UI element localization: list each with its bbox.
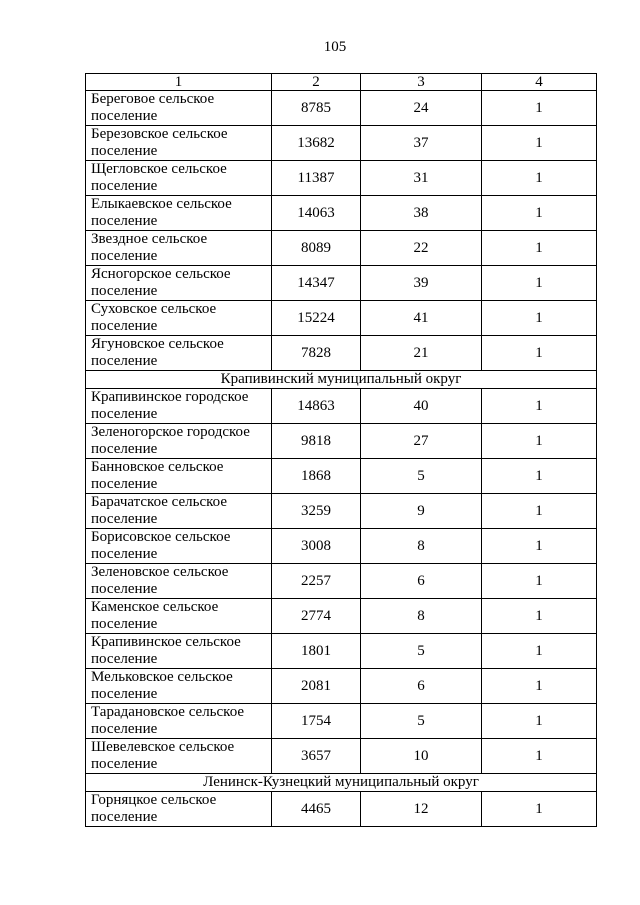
col-2-cell: 1754 — [272, 704, 361, 739]
col-2-cell: 7828 — [272, 336, 361, 371]
settlement-name: Горняцкое сельское поселение — [86, 792, 272, 827]
col-3-cell: 8 — [361, 599, 482, 634]
col-3-cell: 10 — [361, 739, 482, 774]
col-4-cell: 1 — [482, 704, 597, 739]
col-4-cell: 1 — [482, 301, 597, 336]
col-3-cell: 41 — [361, 301, 482, 336]
header-cell-1: 1 — [86, 74, 272, 91]
settlement-name: Мельковское сельское поселение — [86, 669, 272, 704]
settlement-name: Щегловское сельское поселение — [86, 161, 272, 196]
header-row — [86, 74, 597, 91]
section-row — [86, 774, 597, 792]
header-cell-3: 3 — [361, 74, 482, 91]
col-3-cell: 40 — [361, 389, 482, 424]
col-3-cell: 31 — [361, 161, 482, 196]
section-title: Крапивинский муниципальный округ — [86, 371, 597, 389]
col-2-cell: 4465 — [272, 792, 361, 827]
col-2-cell: 14863 — [272, 389, 361, 424]
col-4-cell: 1 — [482, 126, 597, 161]
col-4-cell: 1 — [482, 336, 597, 371]
table-row — [86, 494, 597, 529]
col-3-cell: 39 — [361, 266, 482, 301]
col-2-cell: 3008 — [272, 529, 361, 564]
settlement-name: Барачатское сельское поселение — [86, 494, 272, 529]
col-3-cell: 38 — [361, 196, 482, 231]
col-4-cell: 1 — [482, 792, 597, 827]
settlement-name: Звездное сельское поселение — [86, 231, 272, 266]
section-title: Ленинск-Кузнецкий муниципальный округ — [86, 774, 597, 792]
col-3-cell: 37 — [361, 126, 482, 161]
col-4-cell: 1 — [482, 389, 597, 424]
col-2-cell: 2081 — [272, 669, 361, 704]
table-row — [86, 634, 597, 669]
page-number: 105 — [323, 39, 347, 55]
table-row — [86, 266, 597, 301]
col-2-cell: 9818 — [272, 424, 361, 459]
table-row — [86, 424, 597, 459]
table-head — [86, 74, 597, 91]
col-3-cell: 27 — [361, 424, 482, 459]
col-4-cell: 1 — [482, 494, 597, 529]
header-cell-4: 4 — [482, 74, 597, 91]
col-2-cell: 14347 — [272, 266, 361, 301]
table-row — [86, 529, 597, 564]
settlement-name: Каменское сельское поселение — [86, 599, 272, 634]
col-4-cell: 1 — [482, 91, 597, 126]
settlement-name: Ягуновское сельское поселение — [86, 336, 272, 371]
col-3-cell: 9 — [361, 494, 482, 529]
settlement-name: Крапивинское сельское поселение — [86, 634, 272, 669]
col-4-cell: 1 — [482, 634, 597, 669]
settlement-name: Борисовское сельское поселение — [86, 529, 272, 564]
table-row — [86, 704, 597, 739]
col-3-cell: 22 — [361, 231, 482, 266]
table-row — [86, 91, 597, 126]
table-row — [86, 669, 597, 704]
section-row — [86, 371, 597, 389]
settlement-name: Ясногорское сельское поселение — [86, 266, 272, 301]
col-3-cell: 5 — [361, 704, 482, 739]
col-2-cell: 2774 — [272, 599, 361, 634]
col-4-cell: 1 — [482, 669, 597, 704]
col-2-cell: 3259 — [272, 494, 361, 529]
col-2-cell: 8785 — [272, 91, 361, 126]
header-cell-2: 2 — [272, 74, 361, 91]
settlement-name: Тарадановское сельское поселение — [86, 704, 272, 739]
table-row — [86, 459, 597, 494]
col-4-cell: 1 — [482, 529, 597, 564]
col-4-cell: 1 — [482, 424, 597, 459]
col-3-cell: 6 — [361, 564, 482, 599]
table-row — [86, 196, 597, 231]
col-4-cell: 1 — [482, 196, 597, 231]
table-row — [86, 739, 597, 774]
table-row — [86, 161, 597, 196]
col-4-cell: 1 — [482, 739, 597, 774]
col-3-cell: 24 — [361, 91, 482, 126]
col-2-cell: 2257 — [272, 564, 361, 599]
col-4-cell: 1 — [482, 599, 597, 634]
settlement-name: Зеленовское сельское поселение — [86, 564, 272, 599]
col-3-cell: 5 — [361, 634, 482, 669]
col-3-cell: 5 — [361, 459, 482, 494]
col-2-cell: 1868 — [272, 459, 361, 494]
table-row — [86, 564, 597, 599]
settlement-name: Елыкаевское сельское поселение — [86, 196, 272, 231]
col-2-cell: 8089 — [272, 231, 361, 266]
col-4-cell: 1 — [482, 459, 597, 494]
settlement-name: Зеленогорское городское поселение — [86, 424, 272, 459]
table-row — [86, 792, 597, 827]
settlement-name: Береговое сельское поселение — [86, 91, 272, 126]
col-2-cell: 13682 — [272, 126, 361, 161]
settlement-name: Крапивинское городское поселение — [86, 389, 272, 424]
settlement-name: Березовское сельское поселение — [86, 126, 272, 161]
table-row — [86, 231, 597, 266]
col-4-cell: 1 — [482, 161, 597, 196]
col-2-cell: 14063 — [272, 196, 361, 231]
table-body — [86, 91, 597, 827]
data-table — [85, 73, 597, 827]
settlement-name: Суховское сельское поселение — [86, 301, 272, 336]
settlement-name: Шевелевское сельское поселение — [86, 739, 272, 774]
col-4-cell: 1 — [482, 266, 597, 301]
table-row — [86, 599, 597, 634]
col-3-cell: 21 — [361, 336, 482, 371]
col-3-cell: 6 — [361, 669, 482, 704]
col-3-cell: 8 — [361, 529, 482, 564]
col-2-cell: 1801 — [272, 634, 361, 669]
col-2-cell: 3657 — [272, 739, 361, 774]
table-row — [86, 336, 597, 371]
table-row — [86, 301, 597, 336]
col-3-cell: 12 — [361, 792, 482, 827]
table-row — [86, 126, 597, 161]
col-2-cell: 15224 — [272, 301, 361, 336]
col-4-cell: 1 — [482, 564, 597, 599]
col-2-cell: 11387 — [272, 161, 361, 196]
settlement-name: Банновское сельское поселение — [86, 459, 272, 494]
col-4-cell: 1 — [482, 231, 597, 266]
table-row — [86, 389, 597, 424]
